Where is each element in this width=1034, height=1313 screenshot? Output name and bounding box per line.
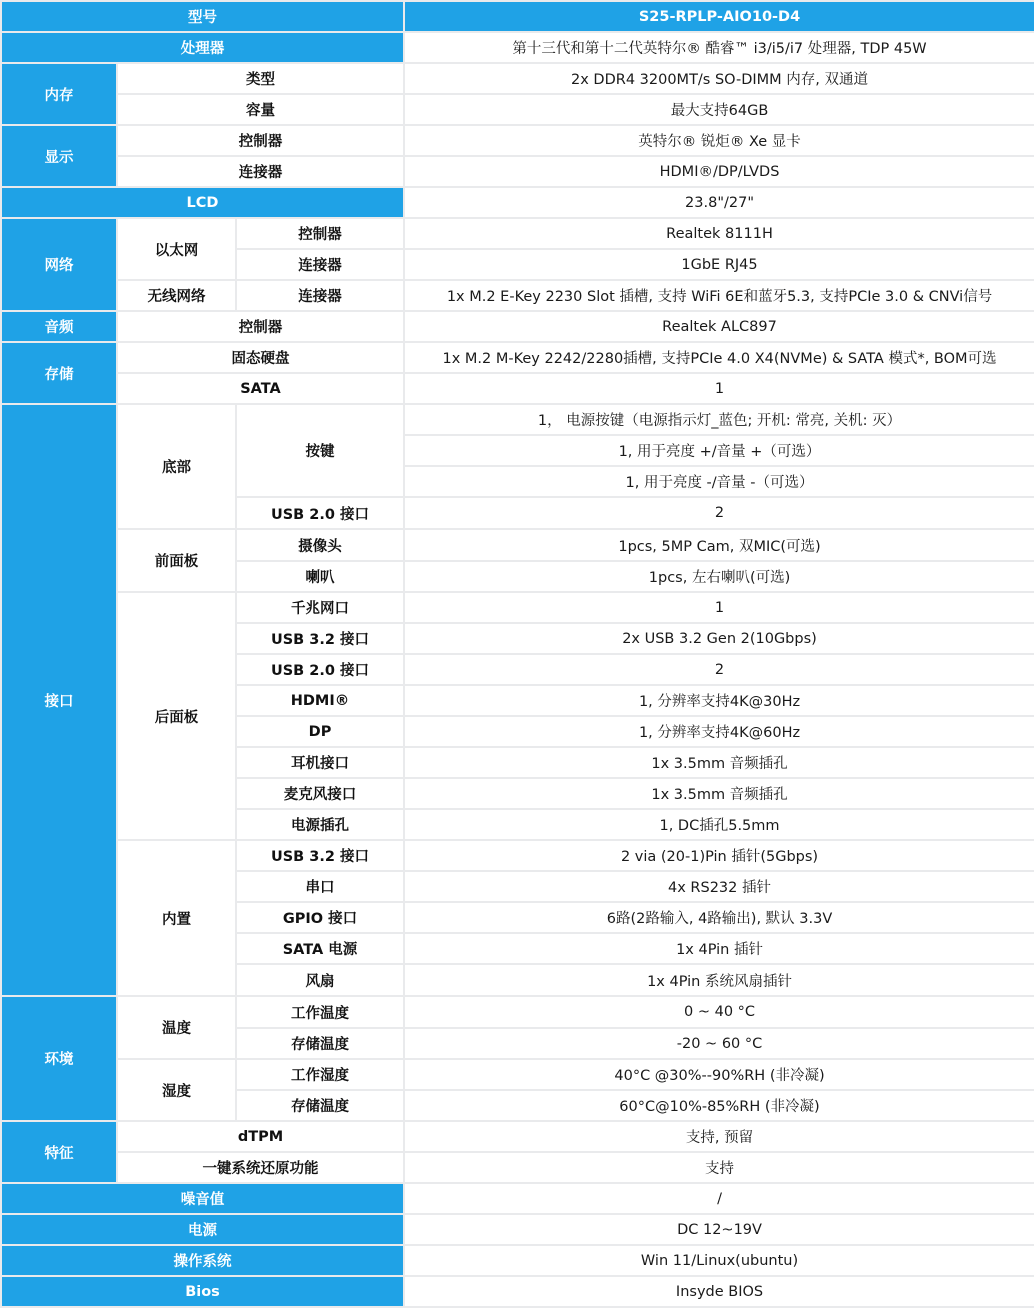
storage-ssd-value: 1x M.2 M-Key 2242/2280插槽, 支持PCIe 4.0 X4(NVMe) & SATA 模式*, BOM可选 — [404, 342, 1034, 373]
io-bottom-buttons-value-3: 1, 用于亮度 -/音量 -（可选） — [404, 466, 1034, 497]
io-bottom-buttons-value-1: 1， 电源按键（电源指示灯_蓝色; 开机: 常亮, 关机: 灭） — [404, 404, 1034, 435]
io-rear-hdmi-label: HDMI® — [236, 685, 404, 716]
cpu-row — [1, 32, 1034, 63]
env-hum-operating-row — [1, 1059, 1034, 1090]
audio-label: 音频 — [1, 311, 117, 342]
io-internal-sata-power-label: SATA 电源 — [236, 933, 404, 964]
io-internal-serial-label: 串口 — [236, 871, 404, 902]
ethernet-controller-value: Realtek 8111H — [404, 218, 1034, 249]
storage-ssd-row — [1, 342, 1034, 373]
io-front-camera-label: 摄像头 — [236, 529, 404, 561]
os-value: Win 11/Linux(ubuntu) — [404, 1245, 1034, 1276]
io-rear-usb20-label: USB 2.0 接口 — [236, 654, 404, 685]
env-temp-storage-value: -20 ~ 60 °C — [404, 1028, 1034, 1059]
io-bottom-buttons-value-2: 1, 用于亮度 +/音量 +（可选） — [404, 435, 1034, 466]
io-rear-earphone-label: 耳机接口 — [236, 747, 404, 778]
io-rear-lan-value: 1 — [404, 592, 1034, 623]
features-dtpm-row — [1, 1121, 1034, 1152]
io-rear-usb32-value: 2x USB 3.2 Gen 2(10Gbps) — [404, 623, 1034, 654]
io-internal-sata-power-value: 1x 4Pin 插针 — [404, 933, 1034, 964]
io-internal-fan-label: 风扇 — [236, 964, 404, 996]
io-rear-power-label: 电源插孔 — [236, 809, 404, 840]
storage-ssd-label: 固态硬盘 — [117, 342, 404, 373]
io-bottom-buttons-row-1 — [1, 404, 1034, 435]
cpu-label: 处理器 — [1, 32, 404, 63]
lcd-label: LCD — [1, 187, 404, 218]
memory-type-label: 类型 — [117, 63, 404, 94]
io-internal-gpio-value: 6路(2路输入, 4路输出), 默认 3.3V — [404, 902, 1034, 933]
io-front-camera-row — [1, 529, 1034, 561]
environment-label: 环境 — [1, 996, 117, 1121]
audio-controller-value: Realtek ALC897 — [404, 311, 1034, 342]
io-rear-label: 后面板 — [117, 592, 236, 840]
io-rear-usb20-value: 2 — [404, 654, 1034, 685]
io-rear-earphone-value: 1x 3.5mm 音频插孔 — [404, 747, 1034, 778]
io-front-speaker-label: 喇叭 — [236, 561, 404, 592]
io-label: 接口 — [1, 404, 117, 996]
display-connector-value: HDMI®/DP/LVDS — [404, 156, 1034, 187]
io-rear-usb32-label: USB 3.2 接口 — [236, 623, 404, 654]
os-label: 操作系统 — [1, 1245, 404, 1276]
display-controller-label: 控制器 — [117, 125, 404, 156]
features-restore-label: 一键系统还原功能 — [117, 1152, 404, 1183]
ethernet-controller-label: 控制器 — [236, 218, 404, 249]
env-hum-storage-value: 60°C@10%-85%RH (非冷凝) — [404, 1090, 1034, 1121]
wireless-connector-label: 连接器 — [236, 280, 404, 311]
header-label: 型号 — [1, 1, 404, 32]
io-rear-dp-value: 1, 分辨率支持4K@60Hz — [404, 716, 1034, 747]
features-dtpm-value: 支持, 预留 — [404, 1121, 1034, 1152]
io-rear-lan-label: 千兆网口 — [236, 592, 404, 623]
display-controller-value: 英特尔® 锐炬® Xe 显卡 — [404, 125, 1034, 156]
network-eth-controller-row — [1, 218, 1034, 249]
io-internal-fan-value: 1x 4Pin 系统风扇插针 — [404, 964, 1034, 996]
power-value: DC 12~19V — [404, 1214, 1034, 1245]
display-connector-row — [1, 156, 1034, 187]
env-hum-operating-value: 40°C @30%--90%RH (非冷凝) — [404, 1059, 1034, 1090]
audio-controller-label: 控制器 — [117, 311, 404, 342]
env-hum-storage-label: 存储温度 — [236, 1090, 404, 1121]
storage-sata-row — [1, 373, 1034, 404]
audio-row — [1, 311, 1034, 342]
io-bottom-usb20-label: USB 2.0 接口 — [236, 497, 404, 529]
env-temp-operating-label: 工作温度 — [236, 996, 404, 1028]
wireless-connector-value: 1x M.2 E-Key 2230 Slot 插槽, 支持 WiFi 6E和蓝牙5.3, 支持PCIe 3.0 & CNVi信号 — [404, 280, 1034, 311]
memory-capacity-value: 最大支持64GB — [404, 94, 1034, 125]
wireless-label: 无线网络 — [117, 280, 236, 311]
ethernet-label: 以太网 — [117, 218, 236, 280]
memory-type-row — [1, 63, 1034, 94]
env-hum-operating-label: 工作湿度 — [236, 1059, 404, 1090]
io-internal-usb32-label: USB 3.2 接口 — [236, 840, 404, 871]
bios-value: Insyde BIOS — [404, 1276, 1034, 1307]
power-row — [1, 1214, 1034, 1245]
memory-capacity-label: 容量 — [117, 94, 404, 125]
lcd-value: 23.8"/27" — [404, 187, 1034, 218]
ethernet-connector-value: 1GbE RJ45 — [404, 249, 1034, 280]
bios-row — [1, 1276, 1034, 1307]
storage-sata-value: 1 — [404, 373, 1034, 404]
io-rear-power-value: 1, DC插孔5.5mm — [404, 809, 1034, 840]
io-internal-usb32-value: 2 via (20-1)Pin 插针(5Gbps) — [404, 840, 1034, 871]
cpu-value: 第十三代和第十二代英特尔® 酷睿™ i3/i5/i7 处理器, TDP 45W — [404, 32, 1034, 63]
io-bottom-buttons-label: 按键 — [236, 404, 404, 497]
header-value: S25-RPLP-AIO10-D4 — [404, 1, 1034, 32]
memory-label: 内存 — [1, 63, 117, 125]
ethernet-connector-label: 连接器 — [236, 249, 404, 280]
power-label: 电源 — [1, 1214, 404, 1245]
io-internal-label: 内置 — [117, 840, 236, 996]
features-dtpm-label: dTPM — [117, 1121, 404, 1152]
io-internal-usb32-row — [1, 840, 1034, 871]
features-label: 特征 — [1, 1121, 117, 1183]
io-internal-serial-value: 4x RS232 插针 — [404, 871, 1034, 902]
network-label: 网络 — [1, 218, 117, 311]
features-restore-row — [1, 1152, 1034, 1183]
env-temp-operating-value: 0 ~ 40 °C — [404, 996, 1034, 1028]
io-rear-dp-label: DP — [236, 716, 404, 747]
env-humidity-label: 湿度 — [117, 1059, 236, 1121]
io-front-speaker-value: 1pcs, 左右喇叭(可选) — [404, 561, 1034, 592]
noise-row — [1, 1183, 1034, 1214]
io-rear-hdmi-value: 1, 分辨率支持4K@30Hz — [404, 685, 1034, 716]
storage-label: 存储 — [1, 342, 117, 404]
env-temp-storage-label: 存储温度 — [236, 1028, 404, 1059]
network-wireless-row — [1, 280, 1034, 311]
noise-value: / — [404, 1183, 1034, 1214]
env-temperature-label: 温度 — [117, 996, 236, 1059]
io-rear-mic-value: 1x 3.5mm 音频插孔 — [404, 778, 1034, 809]
memory-type-value: 2x DDR4 3200MT/s SO-DIMM 内存, 双通道 — [404, 63, 1034, 94]
memory-capacity-row — [1, 94, 1034, 125]
noise-label: 噪音值 — [1, 1183, 404, 1214]
env-temp-operating-row — [1, 996, 1034, 1028]
io-front-label: 前面板 — [117, 529, 236, 592]
bios-label: Bios — [1, 1276, 404, 1307]
lcd-row — [1, 187, 1034, 218]
display-controller-row — [1, 125, 1034, 156]
os-row — [1, 1245, 1034, 1276]
features-restore-value: 支持 — [404, 1152, 1034, 1183]
storage-sata-label: SATA — [117, 373, 404, 404]
io-front-camera-value: 1pcs, 5MP Cam, 双MIC(可选) — [404, 529, 1034, 561]
header-row — [1, 1, 1034, 32]
io-internal-gpio-label: GPIO 接口 — [236, 902, 404, 933]
io-rear-lan-row — [1, 592, 1034, 623]
display-label: 显示 — [1, 125, 117, 187]
io-bottom-usb20-value: 2 — [404, 497, 1034, 529]
io-rear-mic-label: 麦克风接口 — [236, 778, 404, 809]
io-bottom-label: 底部 — [117, 404, 236, 529]
display-connector-label: 连接器 — [117, 156, 404, 187]
